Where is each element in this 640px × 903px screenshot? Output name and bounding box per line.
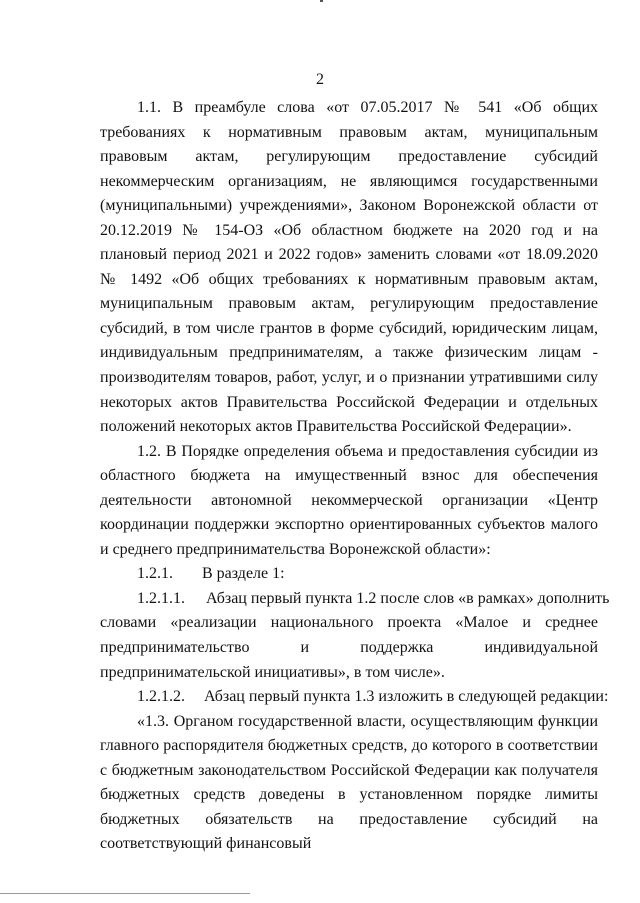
- paragraph-1-1: 1.1. В преамбуле слова «от 07.05.2017 № 541 «Об общих требованиях к нормативным правовым актам, муниципальным правовым актам, регулирующим предоставление субсидий некоммерческим организациям, не являющимся государственными (муниципальными) учреждениями», Законом Воронежской области от 20.12.2019 № 154-ОЗ «Об областном бюджете на 2020 год и на плановый период 2021 и 2022 годов» заменить словами «от 18.09.2020 № 1492 «Об общих требованиях к нормативным правовым актам, муниципальным правовым актам, регулирующим предоставление субсидий, в том числе грантов в форме субсидий, юридическим лицам, индивидуальным предпринимателям, а также физическим лицам - производителям товаров, работ, услуг, и о признании утратившими силу некоторых актов Правительства Российской Федерации и отдельных положений некоторых актов Правительства Российской Федерации».: [100, 99, 598, 436]
- paragraph-1-2-1-1-first-line: [100, 587, 610, 612]
- item-text: Абзац первый пункта 1.2 после слов «в рамках» дополнить: [206, 589, 610, 607]
- item-number: 1.2.1.: [137, 565, 173, 583]
- paragraph-1-2: 1.2. В Порядке определения объема и предоставления субсидии из областного бюджета на имущественный взнос для обеспечения деятельности автономной некоммерческой организации «Центр координации поддержки экспортно ориентированных субъектов малого и среднего предпринимательства Воронежской области»:: [100, 442, 598, 558]
- footer-rule: [0, 893, 250, 894]
- scan-mark: [320, 0, 323, 2]
- page-number: 2: [316, 71, 324, 88]
- paragraph-1-2-1: [100, 562, 598, 587]
- document-body: [100, 96, 610, 857]
- paragraph-quote-1-3: «1.3. Органом государственной власти, осуществляющим функции главного распорядителя бюджетных средств, до которого в соответствии с бюджетным законодательством Российской Федерации как получателя бюджетных средств доведены в установленном порядке лимиты бюджетных обязательств на предоставление субсидий на соответствующий финансовый: [100, 712, 598, 853]
- item-text: Абзац первый пункта 1.3 изложить в следующей редакции:: [204, 688, 609, 706]
- item-text: В разделе 1:: [202, 565, 285, 583]
- item-number: 1.2.1.1.: [137, 589, 185, 607]
- paragraph-1-2-1-2: [100, 685, 609, 710]
- item-number: 1.2.1.2.: [137, 688, 185, 706]
- paragraph-1-2-1-1-rest: словами «реализации национального проекта «Малое и среднее предпринимательство и поддержка индивидуальной предпринимательской инициативы», в том числе».: [100, 614, 598, 681]
